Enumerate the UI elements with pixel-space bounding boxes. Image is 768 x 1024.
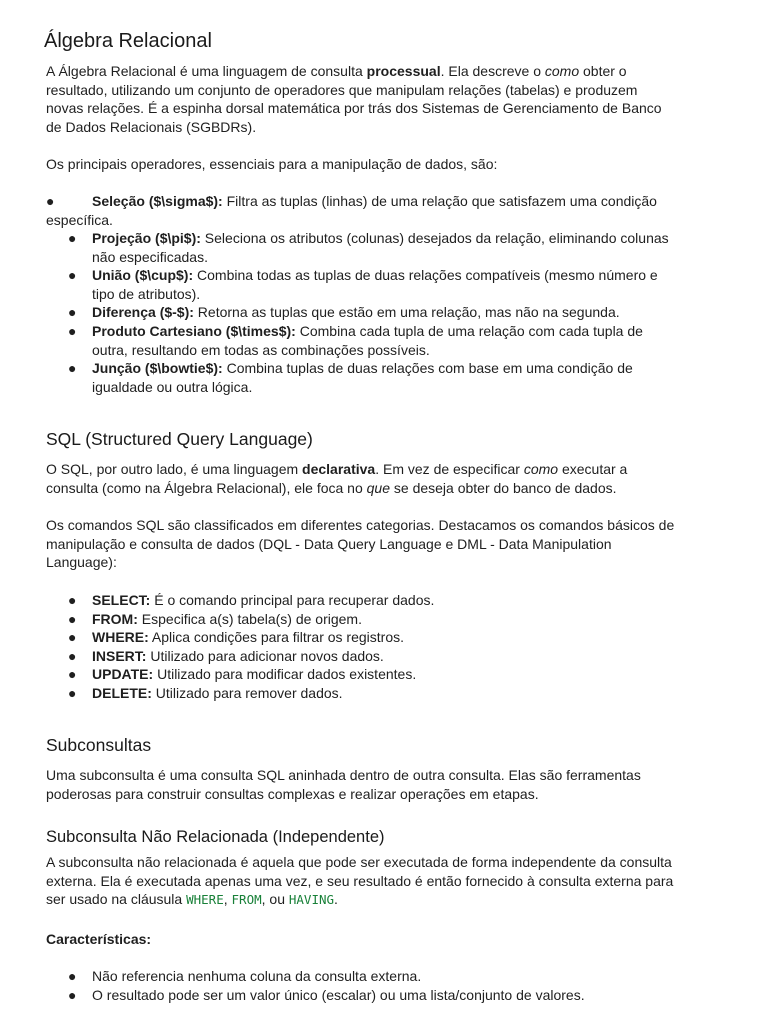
text-run: A Álgebra Relacional é uma linguagem de consulta xyxy=(46,63,367,79)
operator-item xyxy=(46,303,678,322)
operator-name: Projeção ($\pi$): xyxy=(92,230,201,246)
operator-name: Produto Cartesiano ($\times$): xyxy=(92,322,296,339)
feature-item xyxy=(46,986,678,1005)
operator-name: Diferença ($-$): xyxy=(92,304,194,321)
subsection-title-non-correlated: Subconsulta Não Relacionada (Independente) xyxy=(46,828,385,846)
command-item xyxy=(46,610,678,629)
text-run: obter o resultado, utilizando um conjunto de operadores que manipulam relações (tabelas) e produzem novas relações. É a espinha dorsal matemática por trás dos Sistemas de Gerenciamento de Banco de Dados Relacionais (SGBDRs). xyxy=(46,63,662,135)
operator-item xyxy=(46,359,678,396)
text-run: A subconsulta não relacionada é aquela que pode ser executada de forma independente da consulta externa. Ela é executada apenas uma vez, e seu resultado é então fornecido à consulta externa para ser usado na cláusula xyxy=(46,854,674,908)
sql-commands-list xyxy=(46,591,678,703)
operator-name: Junção ($\bowtie$): xyxy=(92,360,223,377)
text-run: executar a consulta (como na Álgebra Relacional), ele foca no xyxy=(46,461,628,496)
command-desc: Utilizado para modificar dados existentes. xyxy=(153,666,417,683)
operators-list xyxy=(46,229,678,396)
bullet: ● xyxy=(68,647,77,664)
command-desc: Utilizado para adicionar novos dados. xyxy=(146,647,384,664)
algebra-intro-paragraph xyxy=(46,62,678,136)
command-name: UPDATE: xyxy=(92,666,154,683)
bullet: ● xyxy=(68,610,77,627)
bullet: ● xyxy=(68,629,77,646)
italic-term: como xyxy=(523,461,559,477)
feature-text: Não referencia nenhuma coluna da consulta externa. xyxy=(92,968,422,984)
code-keyword: WHERE xyxy=(186,892,224,908)
command-item xyxy=(46,628,678,647)
command-desc: Aplica condições para filtrar os registros. xyxy=(148,629,405,646)
command-name: FROM: xyxy=(92,610,138,627)
italic-term: que xyxy=(366,479,390,496)
feature-item xyxy=(46,967,678,986)
bullet: ● xyxy=(46,193,55,209)
command-name: DELETE: xyxy=(92,684,152,701)
bullet: ● xyxy=(68,267,77,284)
non-correlated-paragraph xyxy=(46,853,678,910)
bullet: ● xyxy=(68,360,77,377)
command-item xyxy=(46,684,678,703)
section-title-sql: SQL (Structured Query Language) xyxy=(46,429,313,449)
command-item xyxy=(46,647,678,666)
command-name: SELECT: xyxy=(92,592,151,608)
text-run: . Ela descreve o xyxy=(440,63,545,79)
operator-item xyxy=(46,229,678,266)
operator-item xyxy=(46,192,678,229)
text-run: . Em vez de especificar xyxy=(375,461,524,477)
text-run: . xyxy=(334,891,338,908)
operator-desc: Retorna as tuplas que estão em uma relação, mas não na segunda. xyxy=(193,304,620,321)
bullet: ● xyxy=(68,304,77,321)
command-item xyxy=(46,591,678,610)
operator-name: Seleção ($\sigma$): xyxy=(92,193,223,209)
bullet: ● xyxy=(68,968,77,984)
bullet: ● xyxy=(68,666,77,683)
text-run: , xyxy=(223,891,232,908)
operator-desc: Filtra as tuplas (linhas) de uma relação que satisfazem uma condição específica. xyxy=(46,193,657,228)
text-run: O SQL, por outro lado, é uma linguagem xyxy=(46,461,303,477)
command-desc: É o comando principal para recuperar dados. xyxy=(150,592,435,608)
text-run: , ou xyxy=(261,891,289,908)
operator-desc: Combina tuplas de duas relações com base em uma condição de igualdade ou outra lógica. xyxy=(92,360,633,395)
sql-commands-intro: Os comandos SQL são classificados em diferentes categorias. Destacamos os comandos básicos de manipulação e consulta de dados (DQL - Data Query Language e DML - Data Manipulation Language): xyxy=(46,517,675,571)
features-list xyxy=(46,967,678,1004)
code-keyword: FROM xyxy=(231,892,262,908)
text-run: se deseja obter do banco de dados. xyxy=(390,479,617,496)
operator-desc: Combina todas as tuplas de duas relações compatíveis (mesmo número e tipo de atributos). xyxy=(92,267,658,302)
operator-item xyxy=(46,322,678,359)
subqueries-intro: Uma subconsulta é uma consulta SQL aninhada dentro de outra consulta. Elas são ferramentas poderosas para construir consultas complexas e realizar operações em etapas. xyxy=(46,767,641,802)
command-item xyxy=(46,665,678,684)
operator-desc: Seleciona os atributos (colunas) desejados da relação, eliminando colunas não especificadas. xyxy=(92,230,669,265)
operators-intro: Os principais operadores, essenciais para a manipulação de dados, são: xyxy=(46,156,498,172)
operator-item xyxy=(46,266,678,303)
bullet: ● xyxy=(68,684,77,701)
operator-name: União ($\cup$): xyxy=(92,267,194,284)
bold-term: declarativa xyxy=(302,461,376,477)
italic-term: como xyxy=(544,63,580,79)
sql-intro-paragraph xyxy=(46,460,678,497)
bullet: ● xyxy=(68,986,77,1003)
operator-desc: Combina cada tupla de uma relação com cada tupla de outra, resultando em todas as combinações possíveis. xyxy=(92,322,643,358)
bullet: ● xyxy=(68,322,77,339)
command-desc: Especifica a(s) tabela(s) de origem. xyxy=(137,610,362,627)
features-label: Características: xyxy=(46,931,152,947)
bold-term: processual xyxy=(366,63,441,79)
code-keyword: HAVING xyxy=(288,892,335,908)
section-title-subqueries: Subconsultas xyxy=(46,735,152,755)
feature-text: O resultado pode ser um valor único (escalar) ou uma lista/conjunto de valores. xyxy=(92,986,585,1003)
command-name: WHERE: xyxy=(92,629,149,646)
section-title-algebra: Álgebra Relacional xyxy=(44,30,212,52)
command-name: INSERT: xyxy=(92,647,147,664)
bullet: ● xyxy=(68,592,77,608)
bullet: ● xyxy=(68,230,77,246)
command-desc: Utilizado para remover dados. xyxy=(151,684,343,701)
